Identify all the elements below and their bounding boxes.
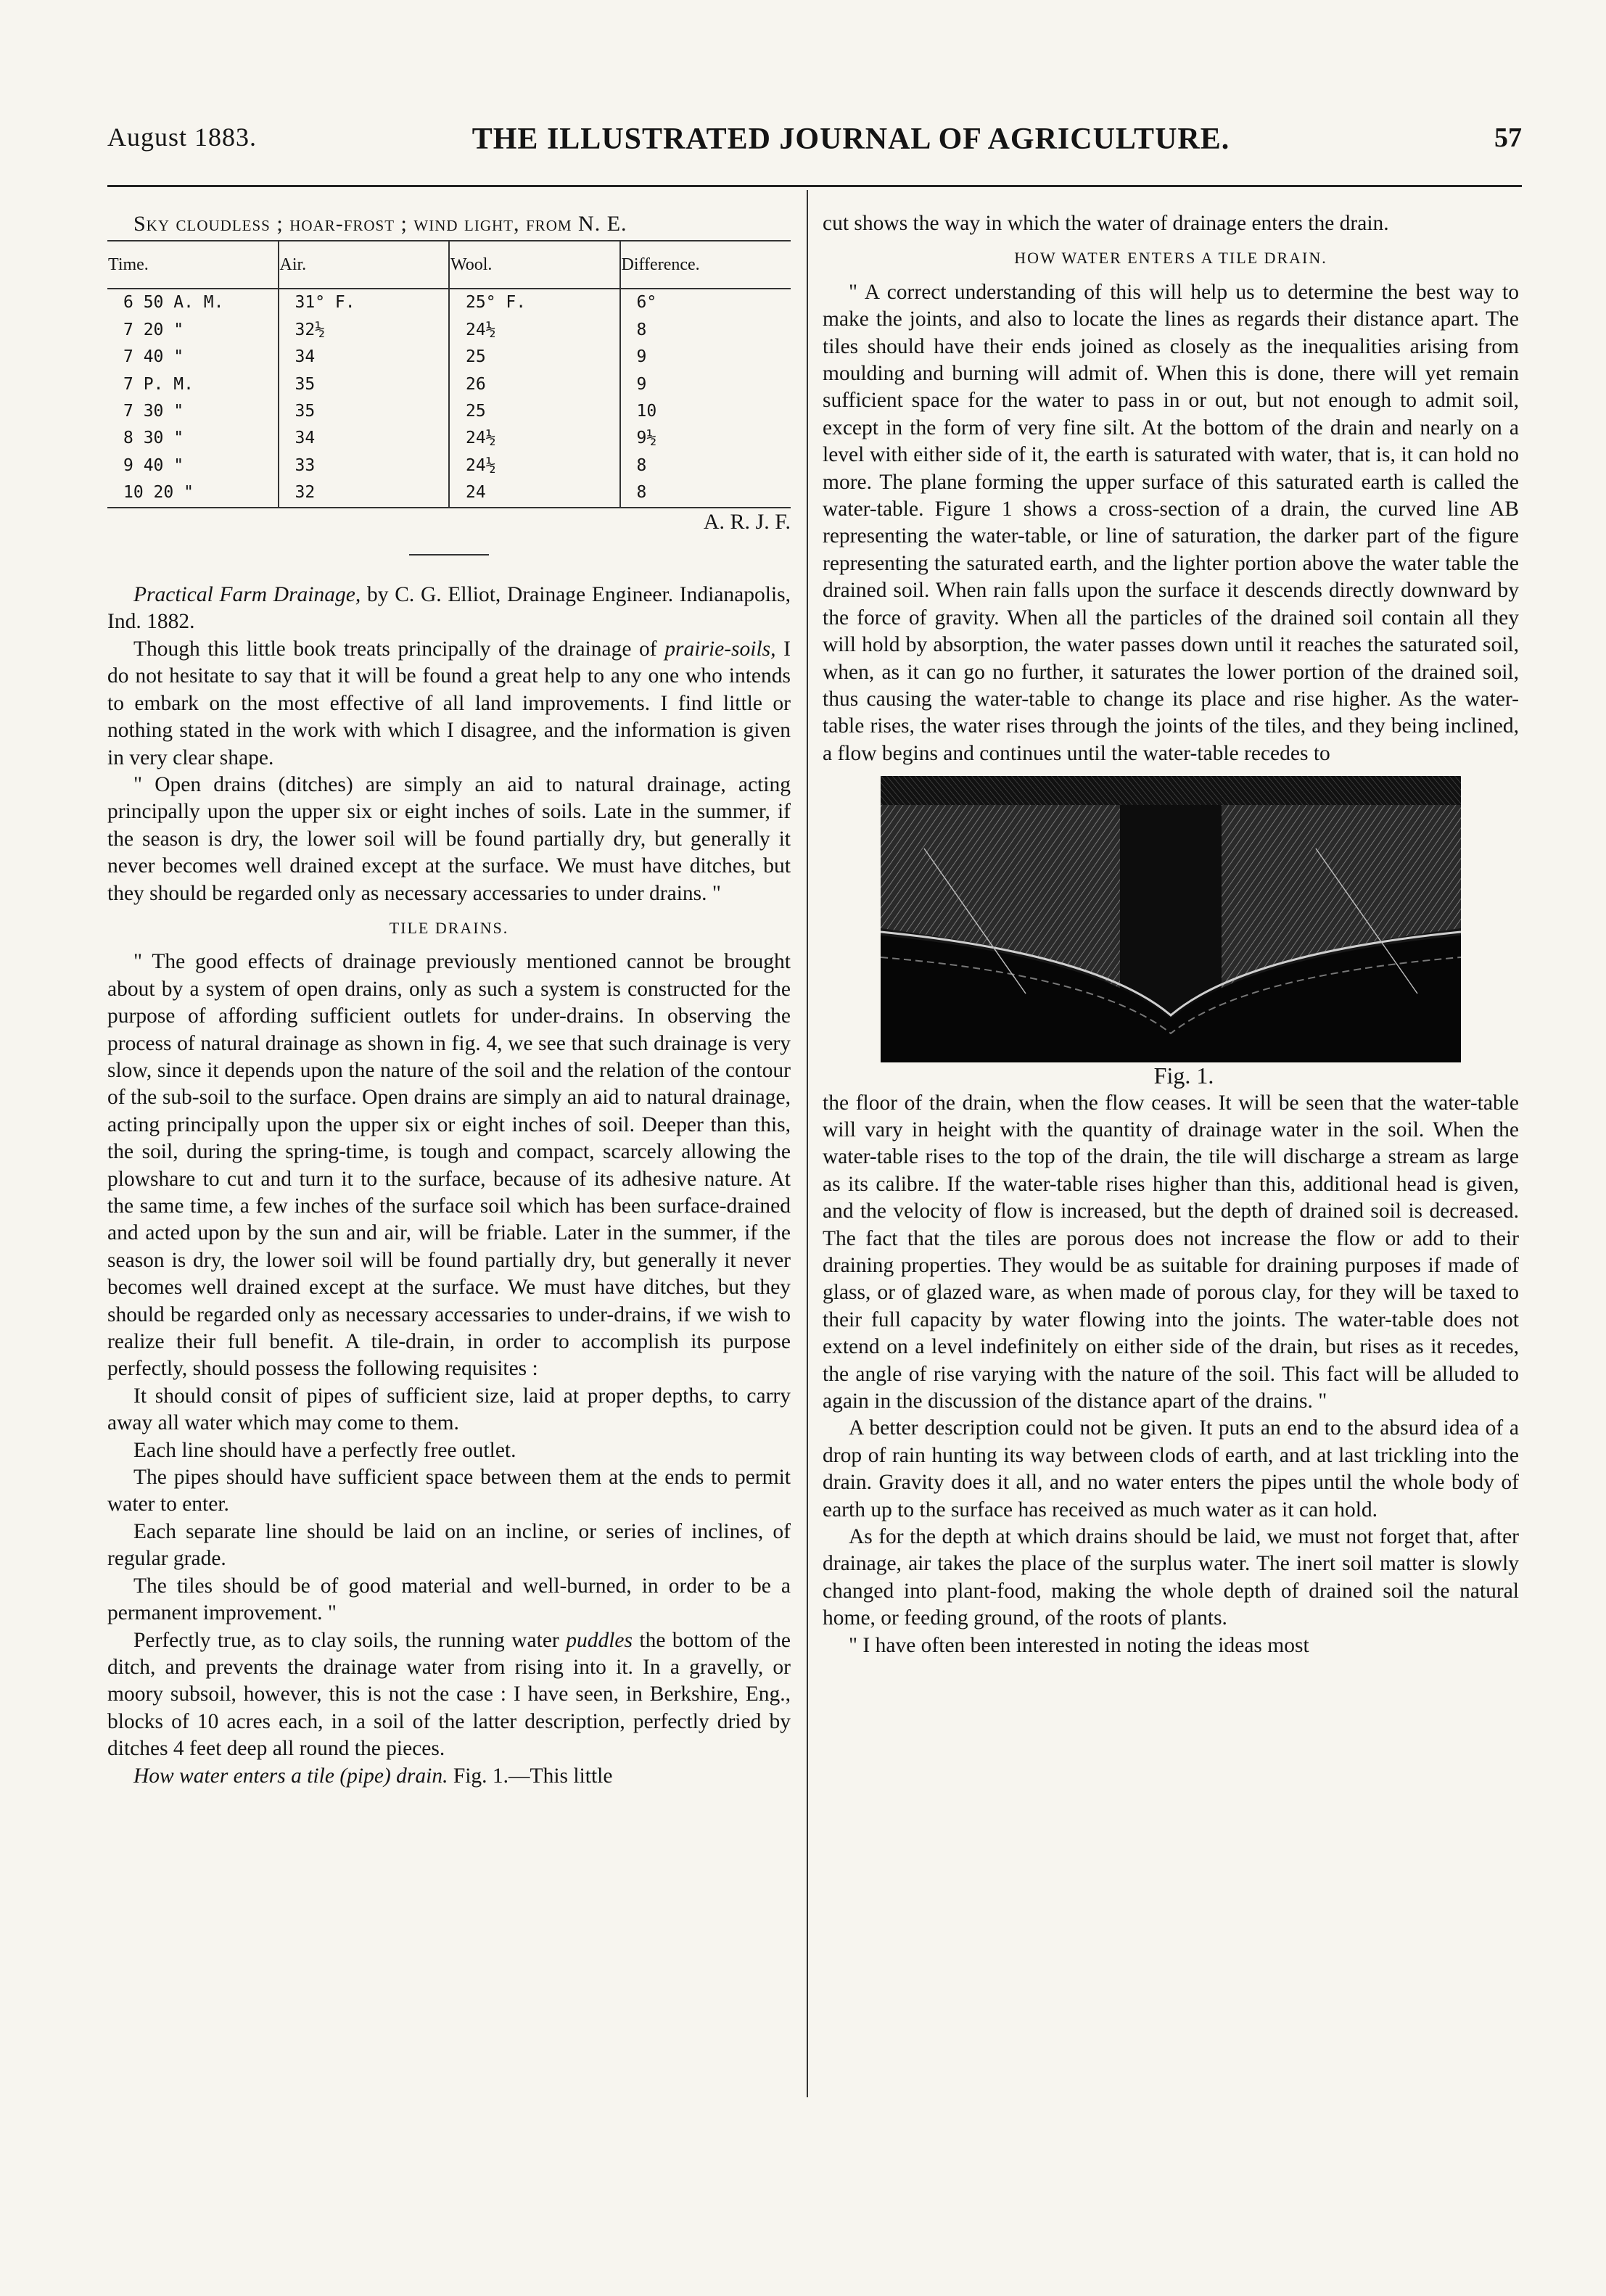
col-header-air: Air. xyxy=(279,241,450,289)
table-row xyxy=(107,371,791,398)
requisite-item: Each separate line should be laid on an incline, or series of inclines, of regular grade. xyxy=(107,1519,791,1571)
cell-air: 34 xyxy=(279,425,450,452)
cell-time: 9 40 " xyxy=(123,455,184,475)
cell-air: 31° F. xyxy=(279,289,450,316)
paragraph: Though this little book treats principally of the drainage of prairie-soils, I do not hesitate to say that it will be found a great help to any one who intends to embark on the most effective of all land improvements. I find little or nothing stated in the work with which I disagree, and the information is given in very clear shape. xyxy=(107,637,791,769)
issue-date: August 1883. xyxy=(107,123,258,152)
table-row xyxy=(107,398,791,425)
cell-wool: 24½ xyxy=(449,425,620,452)
wind-direction: N. E. xyxy=(578,212,627,236)
column-divider xyxy=(807,190,808,2097)
table-row xyxy=(107,425,791,452)
col-header-difference: Difference. xyxy=(620,241,791,289)
weather-conditions: Sky cloudless ; hoar-frost ; wind light, from xyxy=(133,212,572,236)
paragraph: Perfectly true, as to clay soils, the running water puddles the bottom of the ditch, and prevents the drainage water from rising into it. In a gravelly, or moory subsoil, however, this is not the case : I have seen, in Berkshire, Eng., blocks of 10 acres each, in a soil of the latter description, perfectly dried by ditches 4 feet deep all round the pieces. xyxy=(107,1628,791,1761)
cell-air: 32½ xyxy=(279,317,450,344)
cell-air: 35 xyxy=(279,371,450,398)
cell-time: 7 P. M. xyxy=(123,374,194,394)
header-rule xyxy=(107,185,1522,187)
cell-difference: 8 xyxy=(620,479,791,507)
cell-difference: 9 xyxy=(620,344,791,371)
cell-wool: 25 xyxy=(449,398,620,425)
cell-time: 8 30 " xyxy=(123,429,184,448)
signature: A. R. J. F. xyxy=(703,509,791,534)
cell-difference: 8 xyxy=(620,453,791,479)
requisite-item: It should consit of pipes of sufficient size, laid at proper depths, to carry away all water which may come to them. xyxy=(107,1384,791,1435)
cell-wool: 25° F. xyxy=(449,289,620,316)
journal-title: THE ILLUSTRATED JOURNAL OF AGRICULTURE. xyxy=(471,123,1230,156)
paragraph: the floor of the drain, when the flow ceases. It will be seen that the water-table will vary in height with the quantity of drainage water in the soil. When the water-table rises to the top of the drain, the tile will discharge a stream as large as its calibre. If the water-table rises higher than this, additional head is given, and the velocity of flow is increased, but the depth of drained soil is decreased. The fact that the tiles are porous does not increase the flow or add to their draining properties. They would be as suitable for draining purposes if made of glass, or of glazed ware, as when made of porous clay, for they will be taxed to their full capacity by water flowing into the joints. The water-table does not extend on a level indefinitely on either side of the drain, but rises as it recedes, the angle of rise varying with the nature of the soil. This fact will be alluded to again in the discussion of the distance apart of the drains. " xyxy=(823,1091,1519,1413)
cell-time: 6 50 A. M. xyxy=(123,293,224,313)
paragraph: " Open drains (ditches) are simply an aid to natural drainage, acting principally upon the upper six or eight inches of soils. Late in the summer, if the season is dry, the lower soil will be found partially dry, but generally it never becomes well drained except at the surface. We must have ditches, but they should be regarded only as necessary accessaries to under drains. " xyxy=(107,772,791,905)
cell-time: 7 30 " xyxy=(123,402,184,421)
table-header-row xyxy=(107,241,791,289)
cell-difference: 10 xyxy=(620,398,791,425)
col-header-wool: Wool. xyxy=(449,241,620,289)
cell-wool: 26 xyxy=(449,371,620,398)
col-header-time: Time. xyxy=(107,241,279,289)
table-row xyxy=(107,453,791,479)
cell-wool: 24 xyxy=(449,479,620,507)
paragraph: How water enters a tile (pipe) drain. Fig. 1.—This little xyxy=(133,1764,613,1788)
cell-air: 32 xyxy=(279,479,450,507)
table-row xyxy=(107,317,791,344)
section-heading: TILE DRAINS. xyxy=(389,918,509,937)
book-author: by C. G. Elliot, Drainage Engineer. Indianapolis, Ind. 1882. xyxy=(107,583,791,634)
page-number: 57 xyxy=(1494,123,1522,153)
requisite-item: The pipes should have sufficient space between them at the ends to permit water to enter. xyxy=(107,1466,791,1516)
cell-air: 34 xyxy=(279,344,450,371)
cell-wool: 25 xyxy=(449,344,620,371)
temperature-table xyxy=(107,240,791,508)
figure-1 xyxy=(881,776,1461,1062)
cell-air: 33 xyxy=(279,453,450,479)
requisite-item: Each line should have a perfectly free outlet. xyxy=(133,1438,516,1462)
book-citation xyxy=(107,582,791,636)
table-row xyxy=(107,289,791,316)
cell-time: 7 40 " xyxy=(123,347,184,367)
cell-difference: 6° xyxy=(620,289,791,316)
right-column xyxy=(823,210,1519,1659)
cell-air: 35 xyxy=(279,398,450,425)
cell-wool: 24½ xyxy=(449,317,620,344)
page-header xyxy=(107,122,1522,165)
cell-time: 7 20 " xyxy=(123,320,184,339)
paragraph: " The good effects of drainage previously mentioned cannot be brought about by a system of open drains, only as such a system is constructed for the purpose of affording sufficient outlets for under-drains. In observing the process of natural drainage as shown in fig. 4, we see that such drainage is very slow, since it depends upon the nature of the soil and the relation of the contour of the sub-soil to the surface. Open drains are simply an aid to natural drainage, acting principally upon the upper six or eight inches of soil. Deeper than this, the soil, during the spring-time, is tough and compact, scarcely allowing the plowshare to cut and turn it to the surface, because of its adhesive nature. At the same time, a few inches of the surface soil which has been surface-drained and acted upon by the sun and air, will be friable. Later in the summer, if the season is dry, the lower soil will be found partially dry, but generally it never becomes well drained except at the surface. We must have ditches, but they should be regarded only as necessary accessaries to under-drains, if we wish to realize their full benefit. A tile-drain, in order to accomplish its purpose perfectly, should possess the following requisites : xyxy=(107,950,791,1381)
paragraph: " I have often been interested in noting the ideas most xyxy=(849,1633,1309,1657)
weather-table-title xyxy=(107,210,791,237)
book-title: Practical Farm Drainage, xyxy=(133,583,361,607)
paragraph: A better description could not be given. It puts an end to the absurd idea of a drop of rain hunting its way between clods of earth, and at last trickling into the drain. Gravity does it all, and no water enters the pipes until the whole body of earth up to the surface has received as much water as it can hold. xyxy=(823,1416,1519,1521)
paragraph: cut shows the way in which the water of drainage enters the drain. xyxy=(823,212,1389,235)
cell-difference: 9 xyxy=(620,371,791,398)
table-row xyxy=(107,479,791,507)
left-column xyxy=(107,210,791,1790)
cell-time: 10 20 " xyxy=(107,479,279,507)
drain-cross-section-illustration xyxy=(881,776,1461,1062)
cell-wool: 24½ xyxy=(449,453,620,479)
section-divider xyxy=(409,554,489,556)
figure-caption: Fig. 1. xyxy=(1153,1062,1214,1089)
cell-difference: 8 xyxy=(620,317,791,344)
requisite-item: The tiles should be of good material and well-burned, in order to be a permanent improvement. " xyxy=(107,1574,791,1625)
table-row xyxy=(107,344,791,371)
section-heading: HOW WATER ENTERS A TILE DRAIN. xyxy=(1014,249,1327,268)
cell-difference: 9½ xyxy=(620,425,791,452)
paragraph: " A correct understanding of this will help us to determine the best way to make the joints, and also to locate the lines as regards their distance apart. The tiles should have their ends joined as closely as the inequalities arising from moulding and burning will admit of. When this is done, there will yet remain sufficient space for the water to pass in or out, but not enough to admit soil, except in the form of very fine silt. At the bottom of the drain and nearly on a level with either side of it, the earth is saturated with water, that is, it can hold no more. The plane forming the upper surface of this saturated earth is called the water-table. Figure 1 shows a cross-section of a drain, the curved line AB representing the water-table, or line of saturation, the darker part of the figure representing the saturated earth, and the lighter portion above the water table the drained soil. When rain falls upon the surface it descends directly downward by the force of gravity. When all the particles of the drained soil contain all they will hold by absorption, the water passes down until it reaches the saturated soil, when, as it can go no further, it saturates the lower portion of the drained soil, thus causing the water-table to change its place and rise higher. As the water-table rises, the water rises through the joints of the tiles, and they being inclined, a flow begins and continues until the water-table recedes to xyxy=(823,280,1519,765)
paragraph: As for the depth at which drains should be laid, we must not forget that, after drainage, air takes the place of the surplus water. The inert soil matter is slowly changed into plant-food, making the whole depth of drained soil the natural home, or feeding ground, of the roots of plants. xyxy=(823,1525,1519,1630)
